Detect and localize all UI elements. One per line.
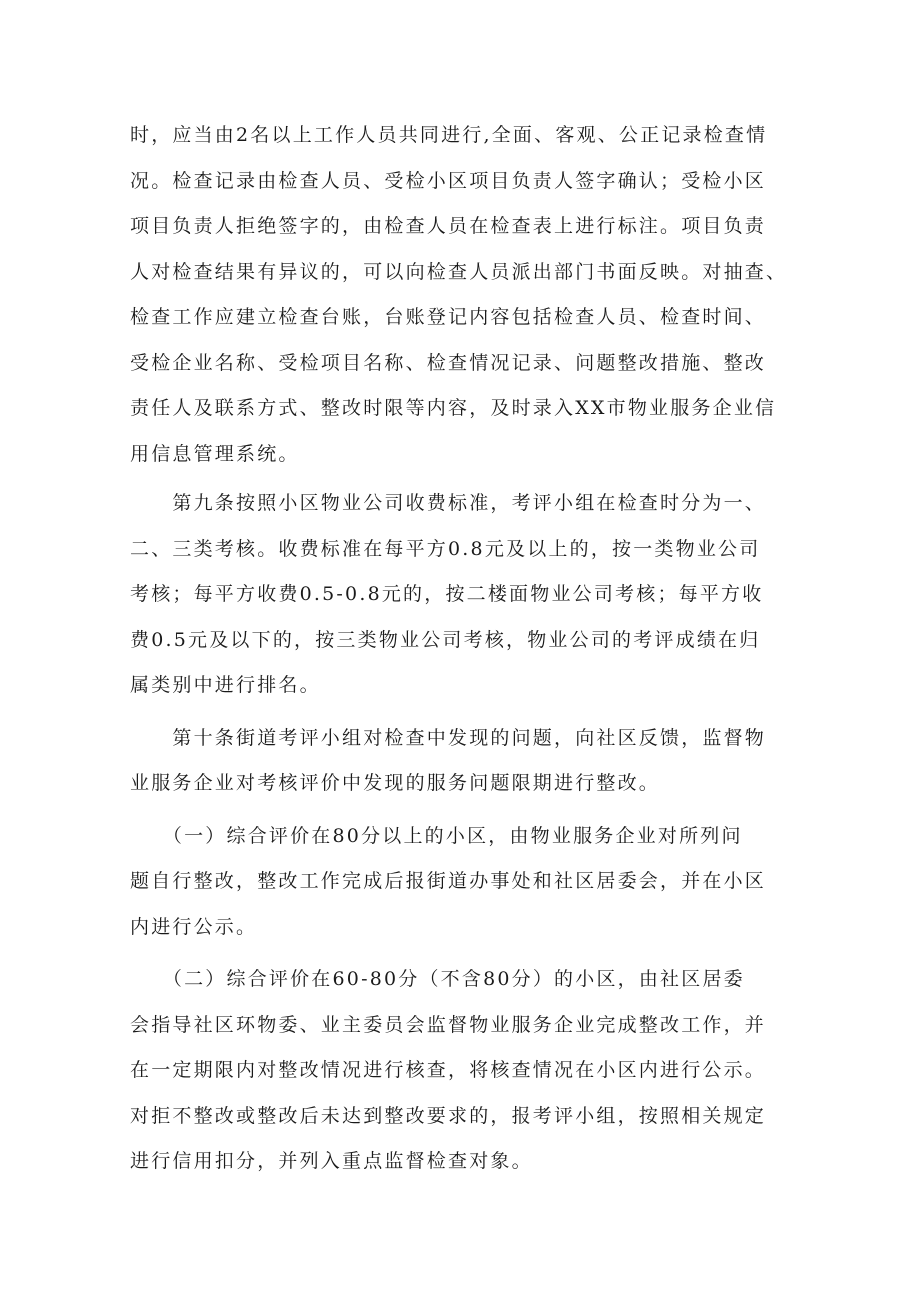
text-line: 责任人及联系方式、整改时限等内容，及时录入XX市物业服务企业信 [130,397,777,419]
text-line: 业服务企业对考核评价中发现的服务问题限期进行整改。 [130,772,661,794]
text-line: 受检企业名称、受检项目名称、检查情况记录、问题整改措施、整改 [130,351,767,374]
paragraph-continuation [130,113,794,477]
text-line: 费0.5元及以下的，按三类物业公司考核，物业公司的考评成绩在归 [130,628,761,651]
text-line: 内进行公示。 [130,915,258,938]
text-line: 用信息管理系统。 [130,442,300,465]
text-line: 第九条按照小区物业公司收费标准，考评小组在检查时分为一、 [130,492,767,514]
document-body [130,113,794,1185]
text-line: 对拒不整改或整改后未达到整改要求的，报考评小组，按照相关规定 [130,1104,767,1127]
text-line: 时，应当由2名以上工作人员共同进行,全面、客观、公正记录检查情 [130,124,768,146]
text-line: 况。检查记录由检查人员、受检小区项目负责人签字确认；受检小区 [130,169,767,192]
paragraph-item-2 [130,957,794,1185]
text-line: 会指导社区环物委、业主委员会监督物业服务企业完成整改工作，并 [130,1013,767,1036]
paragraph-item-1 [130,814,794,951]
text-line: 进行信用扣分，并列入重点监督检查对象。 [130,1150,533,1172]
text-line: 题自行整改，整改工作完成后报街道办事处和社区居委会，并在小区 [130,870,767,892]
text-line: 人对检查结果有异议的，可以向检查人员派出部门书面反映。对抽查、 [130,260,788,283]
text-line: 项目负责人拒绝签字的，由检查人员在检查表上进行标注。项目负责 [130,215,767,237]
text-line: 二、三类考核。收费标准在每平方0.8元及以上的，按一类物业公司 [130,537,761,560]
text-line: 第十条街道考评小组对检查中发现的问题，向社区反馈，监督物 [130,726,767,749]
paragraph-article-9 [130,481,794,709]
text-line: 考核；每平方收费0.5-0.8元的，按二楼面物业公司考核；每平方收 [130,583,764,605]
text-line: （二）综合评价在60-80分（不含80分）的小区，由社区居委 [130,968,745,990]
text-line: （一）综合评价在80分以上的小区，由物业服务企业对所列问 [130,824,743,847]
paragraph-article-10 [130,716,794,807]
text-line: 属类别中进行排名。 [130,674,321,696]
text-line: 在一定期限内对整改情况进行核查，将核查情况在小区内进行公示。 [130,1059,767,1081]
text-line: 检查工作应建立检查台账，台账登记内容包括检查人员、检查时间、 [130,306,767,328]
